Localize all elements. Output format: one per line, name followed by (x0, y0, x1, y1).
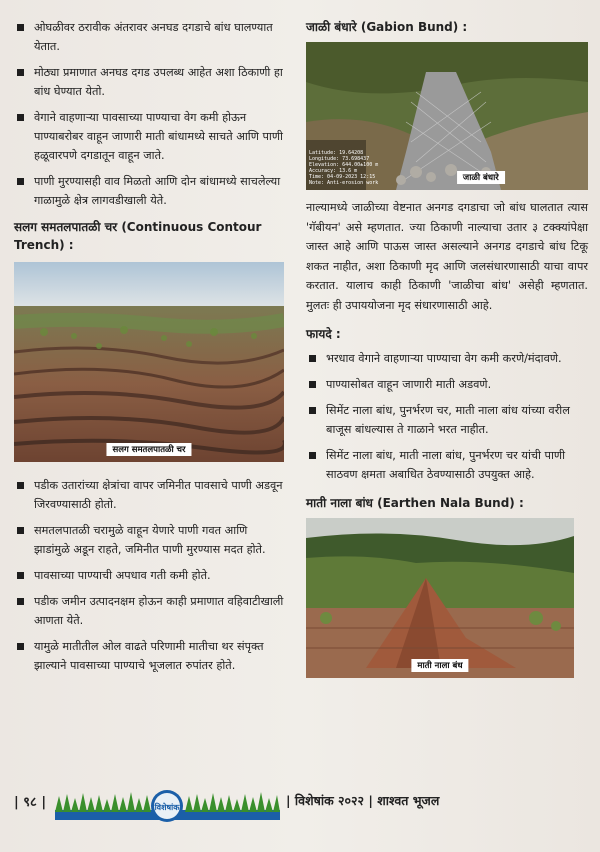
square-bullet-icon (17, 643, 24, 650)
square-bullet-icon (309, 407, 316, 414)
square-bullet-icon (17, 572, 24, 579)
square-bullet-icon (17, 24, 24, 31)
bullet-item (14, 172, 284, 210)
bullet-item (14, 63, 284, 101)
cct-photo-caption: सलग समतलपातळी चर (106, 443, 191, 456)
bullet-item (14, 108, 284, 165)
bullet-item (14, 521, 284, 559)
bullet-item (14, 592, 284, 630)
benefits-heading: फायदे : (306, 327, 341, 341)
page-footer (0, 788, 600, 828)
bullet-item (14, 566, 284, 585)
square-bullet-icon (309, 452, 316, 459)
earthen-photo-caption: माती नाला बंध (411, 659, 468, 672)
square-bullet-icon (17, 114, 24, 121)
bullet-text: पडीक जमीन उत्पादनक्षम होऊन काही प्रमाणात वहिवाटीखाली आणता येते. (34, 595, 284, 627)
bullet-item (14, 637, 284, 675)
cct-section (14, 218, 284, 462)
bullet-item (14, 476, 284, 514)
gps-overlay-line: Accuracy: 13.6 m (309, 168, 358, 174)
bullet-text: पावसाच्या पाण्याची अपधाव गती कमी होते. (34, 569, 211, 582)
bullet-item (306, 375, 588, 394)
bullet-text: सिमेंट नाला बांध, पुनर्भरण चर, माती नाला बांध यांच्या वरील बाजूस बांधल्यास ते गाळाने भरत नाहीत. (326, 404, 570, 436)
footer-logo-banner (55, 788, 280, 824)
bullet-text: पाणी मुरण्यासही वाव मिळतो आणि दोन बांधामध्ये साचलेल्या गाळामुळे क्षेत्र लागवडीखाली येते. (34, 175, 281, 207)
bullet-text: मोठ्या प्रमाणात अनघड दगड उपलब्ध आहेत अशा ठिकाणी हा बांध घेण्यात येतो. (34, 66, 283, 98)
bullet-text: यामुळे मातीतील ओल वाढते परिणामी मातीचा थर संपृक्त झाल्याने पावसाच्या पाण्याचे भूजलात रुपांतर होते. (34, 640, 264, 672)
cct-benefits-list (14, 476, 284, 675)
logo-text: विशेषांक (154, 803, 180, 812)
square-bullet-icon (309, 355, 316, 362)
bullet-text: पडीक उतारांच्या क्षेत्रांचा वापर जमिनीत पावसाचे पाणी अडवून जिरवण्यासाठी होतो. (34, 479, 283, 511)
right-column (306, 18, 588, 678)
bullet-text: समतलपातळी चरामुळे वाहून येणारे पाणी गवत आणि झाडांमुळे अडून राहते, जमिनीत पाणी मुरण्यास मदत होते. (34, 524, 266, 556)
earthen-nala-bund-image (306, 518, 574, 678)
gabion-benefits-list (306, 349, 588, 484)
gabion-photo-caption: जाळी बंधारे (457, 171, 505, 184)
bullet-item (306, 349, 588, 368)
gabion-paragraph: नाल्यामध्ये जाळीच्या वेष्टनात अनगड दगडाचा जो बांध घालतात त्यास 'गॅबीयन' असे म्हणतात. ज्या ठिकाणी नाल्याचा उतार ३ टक्क्यांपेक्षा जास्त आहे आणि पाऊस जास्त असल्याने अनगड दगडाचे बांध टिकू शकत नाहीत, अशा ठिकाणी मृद आणि जलसंधारणासाठी याचा वापर करतात. यालाच काही ठिकाणी 'जाळीचा बांध' असेही म्हणतात. मुलतः ही उपाययोजना मृद संधारणासाठी आहे. (306, 201, 588, 312)
bullet-text: पाण्यासोबत वाहून जाणारी माती अडवणे. (326, 378, 492, 391)
stone-bund-benefits-list (14, 18, 284, 210)
square-bullet-icon (17, 178, 24, 185)
page-number: | ९८ | (14, 795, 47, 810)
bullet-item (306, 446, 588, 484)
gps-overlay-line: Elevation: 644.00±100 m (309, 162, 379, 168)
square-bullet-icon (17, 482, 24, 489)
bullet-text: भरधाव वेगाने वाहणाऱ्या पाण्याचा वेग कमी करणे/मंदावणे. (326, 352, 562, 365)
bullet-text: सिमेंट नाला बांध, माती नाला बांध, पुनर्भरण चर यांची पाणी साठवण क्षमता अबाधित ठेवण्यासाठी उपयुक्त आहे. (326, 449, 565, 481)
square-bullet-icon (309, 381, 316, 388)
cct-photo (14, 262, 284, 462)
gps-overlay-line: Time: 04-09-2023 12:15 (309, 174, 376, 180)
earthen-photo (306, 518, 574, 678)
bullet-item (14, 18, 284, 56)
earthen-heading: माती नाला बांध (Earthen Nala Bund) : (306, 496, 524, 510)
gps-overlay-text (309, 150, 378, 186)
issue-title: | विशेषांक २०२२ | शाश्वत भूजल (286, 793, 440, 808)
cct-heading: सलग समतलपातळी चर (Continuous Contour Trench) : (14, 220, 262, 252)
contour-trench-image (14, 262, 284, 462)
bullet-text: ओघळीवर ठरावीक अंतरावर अनघड दगडाचे बांध घालण्यात येतात. (34, 21, 273, 53)
left-column (14, 18, 284, 682)
square-bullet-icon (17, 69, 24, 76)
gps-overlay-line: Longitude: 73.698437 (309, 156, 370, 162)
square-bullet-icon (17, 598, 24, 605)
square-bullet-icon (17, 527, 24, 534)
bullet-text: वेगाने वाहणाऱ्या पावसाच्या पाण्याचा वेग कमी होऊन पाण्याबरोबर वाहून जाणारी माती बांधामध्ये साचते आणि पाणी हळूवारपणे दगडातून वाहून जाते. (34, 111, 283, 162)
gps-overlay-line: Note: Anti-erosion work (309, 180, 379, 186)
bullet-item (306, 401, 588, 439)
gabion-photo (306, 42, 588, 190)
gabion-heading: जाळी बंधारे (Gabion Bund) : (306, 20, 468, 34)
gps-overlay-line: Latitude: 19.64208 (309, 150, 364, 156)
